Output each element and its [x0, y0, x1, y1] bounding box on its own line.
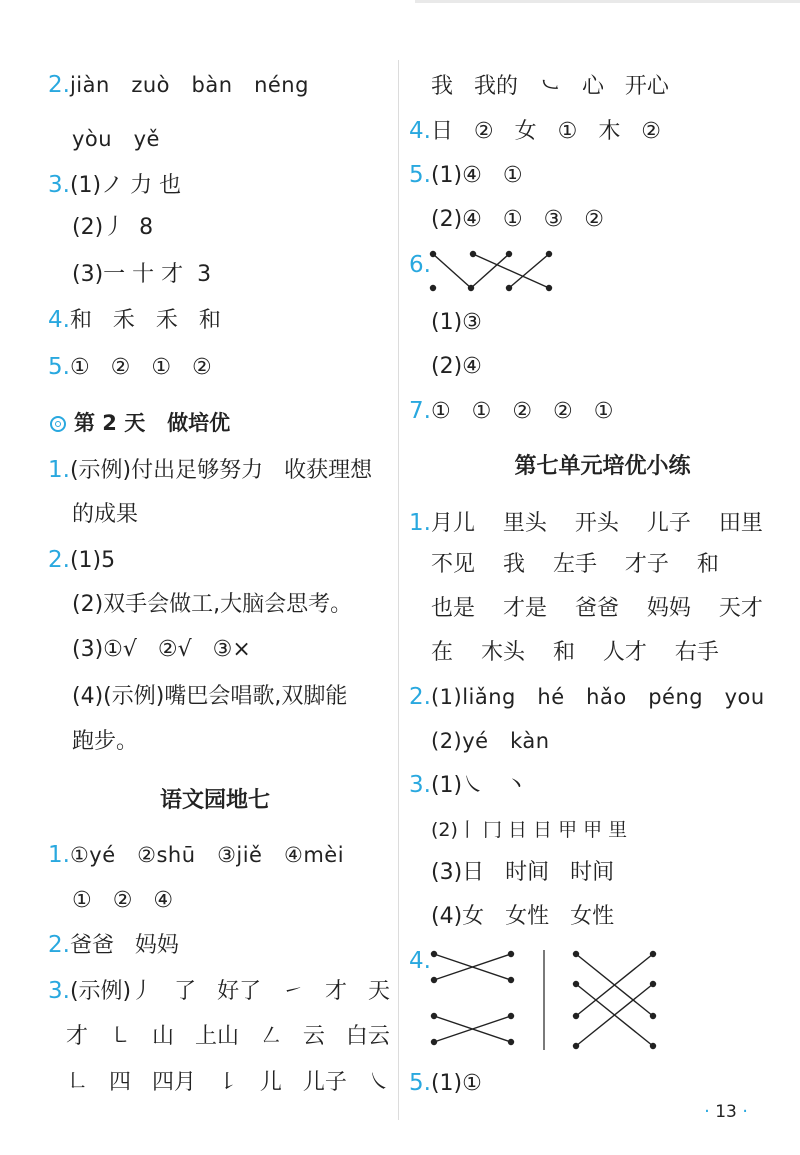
- match-dot: [509, 952, 514, 957]
- match-dot: [574, 982, 579, 987]
- match-dot: [651, 952, 656, 957]
- answer-line: 6.: [409, 252, 431, 278]
- match-dot: [431, 252, 436, 257]
- answer-line: 1.月儿 里头 开头 儿子 田里: [409, 510, 763, 536]
- match-dot: [509, 1040, 514, 1045]
- answer-line: (2)双手会做工,大脑会思考。: [72, 592, 353, 617]
- answer-line: 3.(1)ノ 力 也: [48, 172, 182, 198]
- answer-line: (4)女 女性 女性: [431, 904, 615, 929]
- match-dot: [651, 982, 656, 987]
- page-number: · 13 ·: [704, 1101, 748, 1122]
- unit-heading: 第七单元培优小练: [514, 454, 691, 479]
- answer-line: ① ② ④: [72, 888, 174, 913]
- answer-line: (1)③: [431, 310, 482, 335]
- answer-line: 3.(示例)丿 了 好了 ㇀ 才 天: [48, 978, 391, 1004]
- answer-line: ㇗ 四 四月 ㇙ 儿 儿子 ㇏: [66, 1070, 390, 1095]
- answer-line: (3)一 十 才 3: [72, 262, 212, 287]
- match-dot: [507, 252, 512, 257]
- answer-line: 5.(1)①: [409, 1070, 482, 1096]
- match-dot: [547, 252, 552, 257]
- answer-line: 2.爸爸 妈妈: [48, 932, 179, 958]
- match-dot: [574, 1044, 579, 1049]
- match-dot: [651, 1044, 656, 1049]
- match-dot: [574, 1014, 579, 1019]
- answer-line: (3)①√ ②√ ③×: [72, 637, 251, 662]
- match-line: [473, 254, 549, 288]
- match-line: [433, 254, 471, 288]
- answer-line: 我 我的 ㇃ 心 开心: [431, 74, 669, 99]
- matching-diagram: [431, 950, 661, 1055]
- answer-line: 1.(示例)付出足够努力 收获理想: [48, 457, 373, 483]
- match-dot: [432, 952, 437, 957]
- match-dot: [574, 952, 579, 957]
- section-heading: 语文园地七: [159, 788, 270, 813]
- answer-line: (2)④ ① ③ ②: [431, 207, 604, 232]
- answer-line: 1.①yé ②shū ③jiě ④mèi: [48, 842, 345, 868]
- answer-line: (2)④: [431, 354, 482, 379]
- answer-line: 不见 我 左手 才子 和: [431, 552, 719, 577]
- answer-line: (4)(示例)嘴巴会唱歌,双脚能: [72, 684, 348, 709]
- matching-diagram: [431, 250, 561, 295]
- match-dot: [507, 286, 512, 291]
- match-dot: [509, 1014, 514, 1019]
- target-icon: [50, 416, 66, 432]
- match-dot: [509, 978, 514, 983]
- answer-line: 的成果: [72, 502, 139, 527]
- answer-line: 2.(1)5: [48, 547, 116, 573]
- answer-line: yòu yě: [72, 127, 160, 151]
- answer-line: 也是 才是 爸爸 妈妈 天才: [431, 596, 763, 621]
- answer-line: 才 ㇄ 山 上山 ㇜ 云 白云: [66, 1024, 390, 1049]
- match-dot: [651, 1014, 656, 1019]
- answer-line: 2.(1)liǎng hé hǎo péng you: [409, 684, 765, 710]
- answer-line: 跑步。: [72, 729, 139, 754]
- answer-line: 3.(1)㇏ 丶: [409, 772, 528, 798]
- answer-line: 4.: [409, 948, 431, 974]
- answer-line: 在 木头 和 人才 右手: [431, 640, 719, 665]
- match-dot: [469, 286, 474, 291]
- answer-line: 5.(1)④ ①: [409, 162, 523, 188]
- answer-line: (3)日 时间 时间: [431, 860, 615, 885]
- match-line: [471, 254, 509, 288]
- match-dot: [432, 1014, 437, 1019]
- match-line: [509, 254, 549, 288]
- match-dot: [547, 286, 552, 291]
- answer-line: 2.jiàn zuò bàn néng: [48, 72, 309, 98]
- column-divider: [398, 60, 399, 1120]
- answer-line: 4.日 ② 女 ① 木 ②: [409, 118, 662, 144]
- answer-line: 5.① ② ① ②: [48, 354, 212, 380]
- answer-line: (2)yé kàn: [431, 729, 550, 753]
- match-dot: [432, 1040, 437, 1045]
- answer-line: 4.和 禾 禾 和: [48, 307, 221, 333]
- answer-line: (2)丿 8: [72, 215, 154, 240]
- answer-line: 7.① ① ② ② ①: [409, 398, 614, 424]
- match-dot: [432, 978, 437, 983]
- top-rule: [415, 0, 800, 3]
- answer-line: (2)丨 冂 日 日 甲 甲 里: [431, 819, 628, 841]
- day-title: 第 2 天 做培优: [74, 411, 231, 435]
